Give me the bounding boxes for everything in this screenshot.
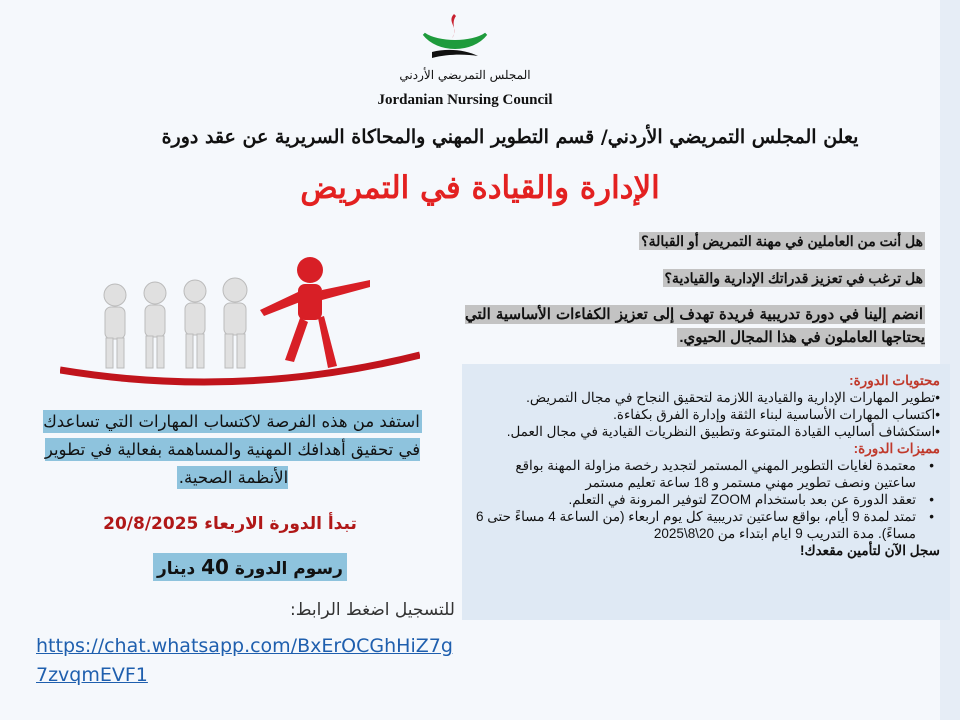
join-text: انضم إلينا في دورة تدريبية فريدة تهدف إلى تعزيز الكفاءات الأساسية التي يحتاجها العاملون في هذا المجال الحيوي.	[465, 306, 925, 346]
content-item: •استكشاف أساليب القيادة المتنوعة وتطبيق النظريات القيادية في مجال العمل.	[506, 424, 940, 439]
whatsapp-registration-link[interactable]: https://chat.whatsapp.com/BxErOCGhHiZ7g7zvqmEVF1	[36, 635, 453, 686]
question-skills: هل ترغب في تعزيز قدراتك الإدارية والقيادية؟	[664, 270, 923, 286]
contents-heading: محتويات الدورة:	[849, 373, 940, 388]
opportunity-text: استفد من هذه الفرصة لاكتساب المهارات التي تساعدك في تحقيق أهدافك المهنية والمساهمة بفعالية في تطوير الأنظمة الصحية.	[43, 412, 421, 487]
council-logo-icon	[420, 12, 490, 64]
content-item: •تطوير المهارات الإدارية والقيادية اللازمة لتحقيق النجاح في مجال التمريض.	[526, 390, 940, 405]
announcement: يعلن المجلس التمريضي الأردني/ قسم التطوير المهني والمحاكاة السريرية عن عقد دورة	[161, 126, 859, 148]
features-heading: مميزات الدورة:	[853, 441, 940, 456]
course-details-box	[462, 364, 950, 620]
course-title: الإدارة والقيادة في التمريض	[300, 170, 660, 206]
logo-arabic-text: المجلس التمريضي الأردني	[399, 68, 531, 82]
question-nursing: هل أنت من العاملين في مهنة التمريض أو القبالة؟	[641, 233, 923, 249]
start-date: تبدأ الدورة الاربعاء 20/8/2025	[103, 514, 357, 534]
feature-item: • معتمدة لغايات التطوير المهني المستمر لتجديد رخصة مزاولة المهنة بواقع ساعتين ونصف تطوير مهني مستمر و 18 ساعة تعليم مستمر	[472, 457, 940, 491]
logo-english-text: Jordanian Nursing Council	[377, 92, 553, 108]
register-label: للتسجيل اضغط الرابط:	[290, 600, 455, 620]
content-item: •اكتساب المهارات الأساسية لبناء الثقة وإدارة الفرق بكفاءة.	[613, 407, 940, 422]
feature-item: • تمتد لمدة 9 أيام، بواقع ساعتين تدريبية كل يوم اربعاء (من الساعة 4 مساءً حتى 6 مساءً). مدة التدريب 9 ايام ابتداء من 20\8\2025	[472, 508, 940, 542]
course-fee: رسوم الدورة 40 دينار	[153, 553, 347, 581]
feature-item: • تعقد الدورة عن بعد باستخدام ZOOM لتوفير المرونة في التعلم.	[472, 491, 940, 508]
register-cta: سجل الآن لتأمين مقعدك!	[799, 543, 940, 558]
leadership-illustration	[60, 250, 420, 400]
